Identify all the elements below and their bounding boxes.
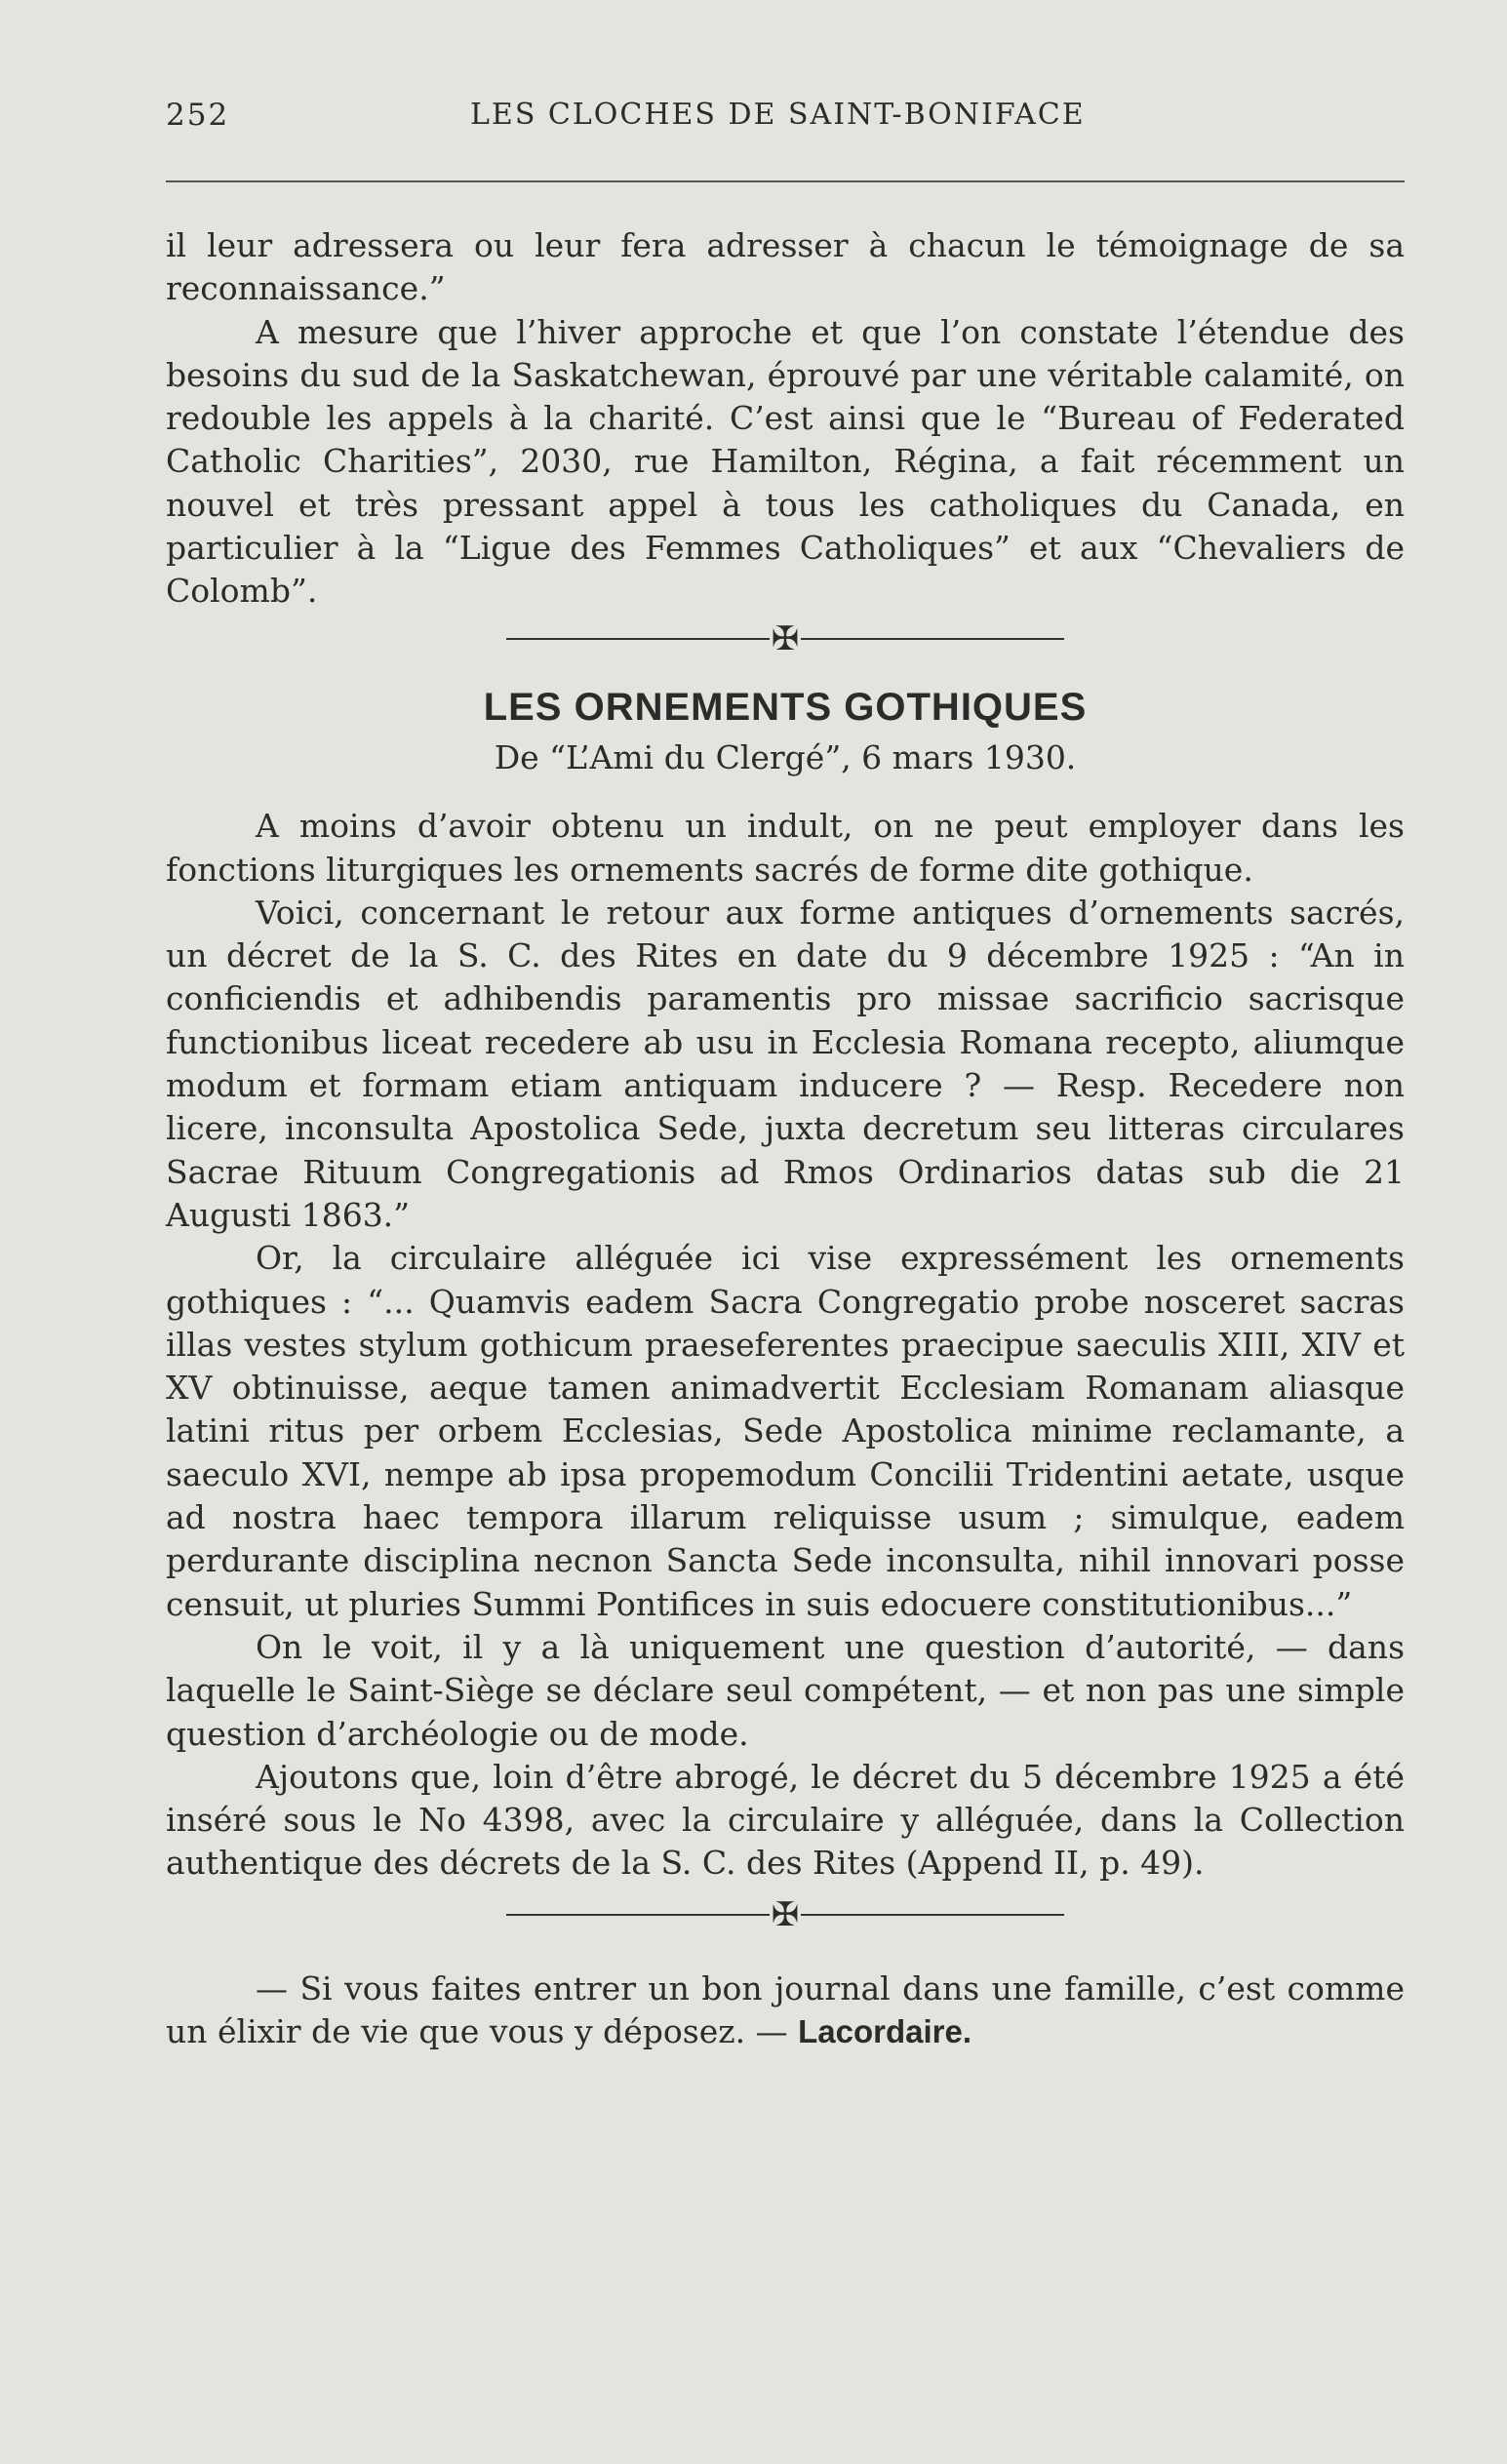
paragraph: Or, la circulaire alléguée ici vise expressément les ornements gothiques : “... Quamvis eadem Sacra Congregatio probe nosceret sacras illas vestes stylum gothicum praeseferentes praecipue saeculis XIII, XIV et XV obtinuisse, aeque tamen animadvertit Ecclesiam Romanam aliasque latini ritus per orbem Ecclesias, Sede Apostolica minime reclamante, a saeculo XVI, nempe ab ipsa propemodum Concilii Tridentini aetate, usque ad nostra haec tempora illarum reliquisse usum ; simulque, eadem perdurante disciplina necnon Sancta Sede inconsulta, nihil innovari posse censuit, ut pluries Summi Pontifices in suis edocuere constitutionibus...”: [166, 1239, 1405, 1623]
quote-text: — Si vous faites entrer un bon journal dans une famille, c’est comme un élixir de vie que vous y déposez. —: [166, 1968, 1405, 2050]
page-number: 252: [166, 98, 230, 133]
separator-line: [506, 638, 770, 640]
paragraph: Voici, concernant le retour aux forme antiques d’ornements sacrés, un décret de la S. C. des Rites en date du 9 décembre 1925 : “An in conficiendis et adhibendis paramentis pro missae sacrificio sacrisque functionibus liceat recedere ab usu in Ecclesia Romana recepto, aliumque modum et formam etiam antiquam inducere ? — Resp. Recedere non licere, inconsulta Apostolica Sede, juxta decretum seu litteras circulares Sacrae Rituum Congregationis ad Rmos Ordinarios datas sub die 21 Augusti 1863.”: [166, 893, 1405, 1234]
separator-line: [506, 1914, 770, 1916]
page-header: [166, 98, 1405, 146]
section-separator: [166, 614, 1405, 664]
quote-author: Lacordaire.: [798, 2012, 972, 2049]
article-title: LES ORNEMENTS GOTHIQUES: [483, 685, 1088, 729]
paragraph: A moins d’avoir obtenu un indult, on ne peut employer dans les fonctions liturgiques les ornements sacrés de forme dite gothique.: [166, 807, 1405, 889]
article-source: De “L’Ami du Clergé”, 6 mars 1930.: [494, 737, 1077, 776]
header-rule: [166, 180, 1405, 182]
body-text: [166, 224, 1405, 2053]
closing-quote: [166, 1967, 1405, 2054]
separator-line: [801, 1914, 1064, 1916]
cross-icon: ✠: [771, 618, 800, 658]
cross-icon: ✠: [771, 1894, 800, 1934]
separator-line: [801, 638, 1064, 640]
paragraph: Ajoutons que, loin d’être abrogé, le décret du 5 décembre 1925 a été inséré sous le No 4398, avec la circulaire y alléguée, dans la Collection authentique des décrets de la S. C. des Rites (Append II, p. 49).: [166, 1757, 1405, 1883]
running-title: LES CLOCHES DE SAINT-BONIFACE: [470, 98, 1086, 132]
paragraph: A mesure que l’hiver approche et que l’on constate l’étendue des besoins du sud de la Saskatchewan, éprouvé par une véritable calamité, on redouble les appels à la charité. C’est ainsi que le “Bureau of Federated Catholic Charities”, 2030, rue Hamilton, Régina, a fait récemment un nouvel et très pressant appel à tous les catholiques du Canada, en particulier à la “Ligue des Femmes Catholiques” et aux “Chevaliers de Colomb”.: [166, 312, 1405, 611]
section-separator: [166, 1889, 1405, 1940]
paragraph: On le voit, il y a là uniquement une question d’autorité, — dans laquelle le Saint-Siège se déclare seul compétent, — et non pas une simple question d’archéologie ou de mode.: [166, 1627, 1405, 1753]
paragraph: il leur adressera ou leur fera adresser à chacun le témoignage de sa reconnaissance.”: [166, 226, 1405, 308]
